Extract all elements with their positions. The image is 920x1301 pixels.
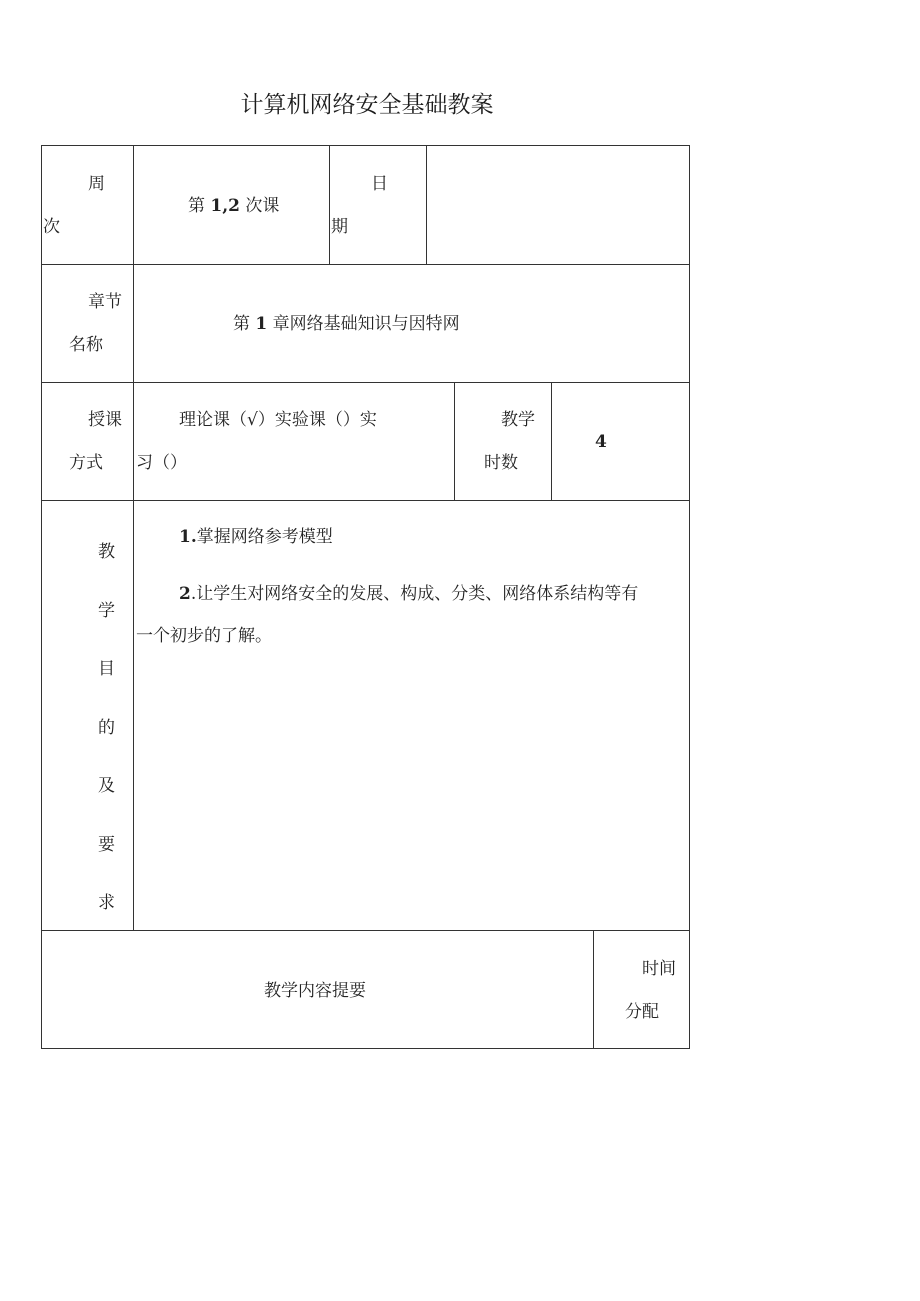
row-divider — [42, 930, 689, 931]
chapter-label-bottom: 名称 — [69, 335, 103, 355]
week-label-top: 周 — [88, 174, 105, 194]
date-label-top: 日 — [371, 174, 388, 194]
hours-value-divider — [551, 382, 552, 500]
mode-value-line2: 习（） — [136, 453, 187, 473]
goal-label-char: 求 — [98, 893, 115, 913]
row-divider — [42, 264, 689, 265]
hours-label-bottom: 时数 — [484, 453, 518, 473]
goal-label-char: 教 — [98, 542, 115, 562]
chapter-label-top: 章节 — [88, 292, 122, 312]
goal-item-2-continued: 一个初步的了解。 — [136, 626, 272, 646]
goal-item-2: 2.让学生对网络安全的发展、构成、分类、网络体系结构等有 — [179, 584, 639, 604]
goal-label-char: 目 — [98, 659, 115, 679]
mode-value-line1: 理论课（√）实验课（）实 — [179, 410, 377, 430]
chapter-value: 第 1 章网络基础知识与因特网 — [233, 314, 460, 334]
content-summary-label: 教学内容提要 — [264, 981, 366, 1001]
goal-label-char: 学 — [98, 601, 115, 621]
goal-label-char: 的 — [98, 718, 115, 738]
label-column-divider — [133, 146, 134, 930]
hours-value: 4 — [595, 432, 607, 452]
time-allocation-label-top: 时间 — [642, 959, 676, 979]
goal-label-char: 要 — [98, 835, 115, 855]
lesson-plan-table — [41, 145, 690, 1049]
time-column-divider — [593, 930, 594, 1049]
document-title: 计算机网络安全基础教案 — [240, 92, 494, 118]
date-value-divider — [426, 146, 427, 264]
time-allocation-label-bottom: 分配 — [625, 1002, 659, 1022]
mode-label-top: 授课 — [88, 410, 122, 430]
week-value: 第 1,2 次课 — [188, 196, 280, 216]
row-divider — [42, 382, 689, 383]
week-label-bottom: 次 — [43, 217, 60, 237]
goal-item-1: 1.掌握网络参考模型 — [179, 527, 333, 547]
hours-label-divider — [454, 382, 455, 500]
hours-label-top: 教学 — [501, 410, 535, 430]
row-divider — [42, 500, 689, 501]
goal-label-char: 及 — [98, 776, 115, 796]
date-label-divider — [329, 146, 330, 264]
date-label-bottom: 期 — [331, 217, 348, 237]
mode-label-bottom: 方式 — [69, 453, 103, 473]
